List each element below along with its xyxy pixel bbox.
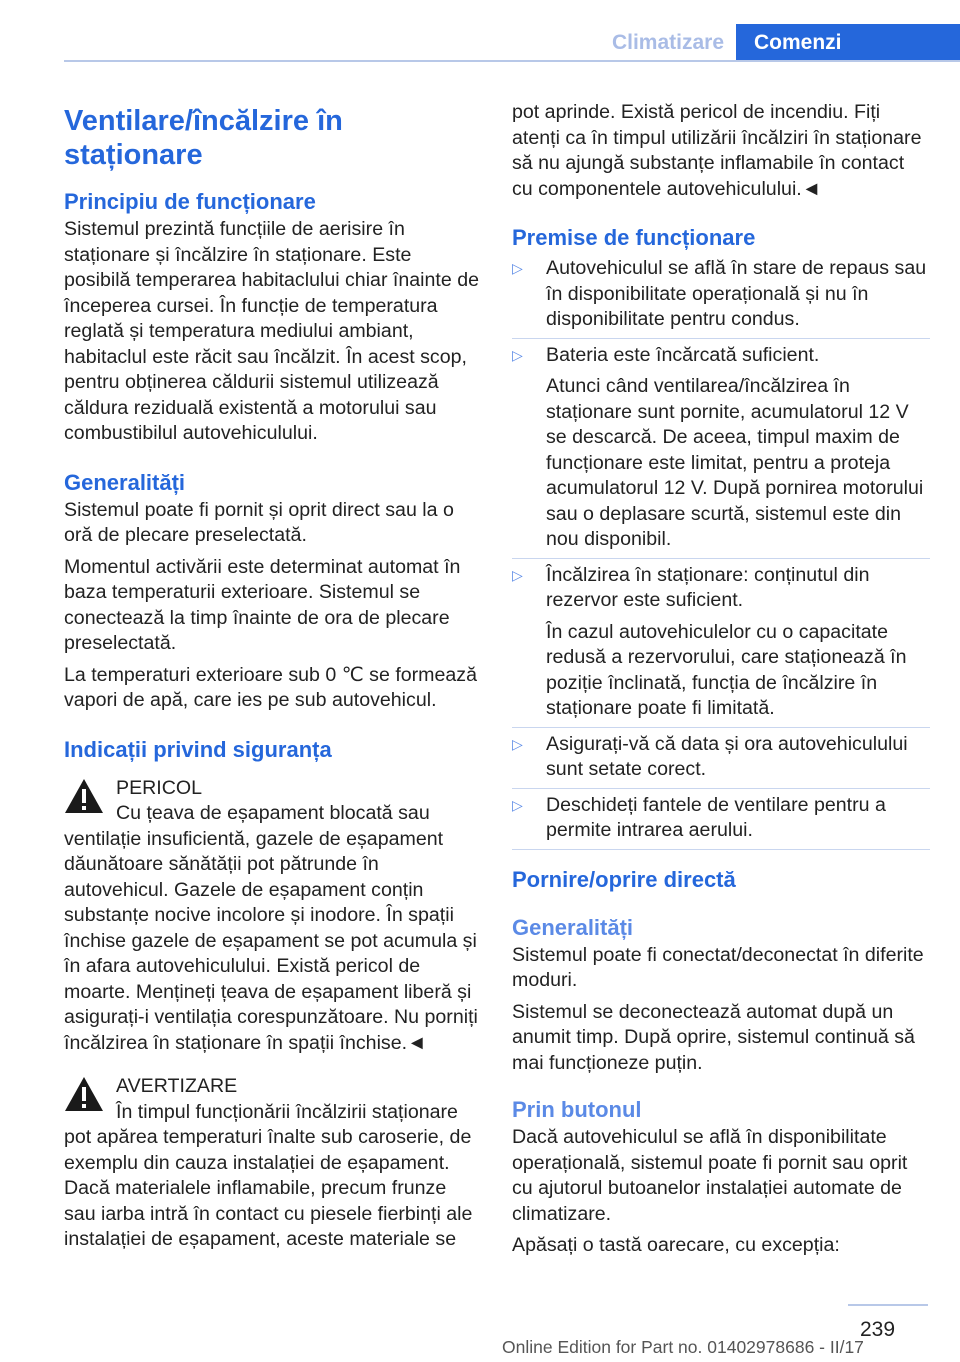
triangle-bullet-icon: ▷	[512, 260, 523, 276]
page-number: 239	[860, 1318, 896, 1341]
triangle-bullet-icon: ▷	[512, 566, 523, 583]
heading-safety: Indicații privind siguranța	[64, 736, 332, 762]
edition-note: Online Edition for Part no. 01402978686 - II/17	[502, 1337, 864, 1357]
list-item	[512, 793, 930, 844]
list-divider	[512, 788, 930, 789]
list-item-detail: Atunci când ventilarea/încălzirea în staționare sunt pornite, acumulatorul 12 V se descarcă. De aceea, timpul maxim de funcționare este limitat, pentru a proteja acumulatorul 12 V. După pornirea motorului sau o deplasare scurtă, sistemul este din nou disponibil.	[546, 375, 924, 550]
list-divider	[512, 558, 930, 559]
warning-caution-text: În timpul funcționării încălzirii staționare pot apărea temperaturi înalte sub caroserie, de exemplu din cauza instalației de eșapament. Dacă materialele inflamabile, precum frunze sau iarba intră în contact cu piesele fierbinți ale instalației de eșapament, aceste materiale se	[64, 1100, 473, 1250]
warning-triangle-icon	[64, 778, 104, 814]
paragraph-warning-continued: pot aprinde. Există pericol de incendiu. Fiți atenți ca în timpul utilizării încălziri în staționare să nu ajungă substanțe inflamabile în contact cu componentele autovehiculului.◄	[512, 101, 922, 200]
paragraph-general-1: Sistemul poate fi pornit și oprit direct sau la o oră de plecare preselectată.	[64, 498, 454, 546]
list-divider	[512, 727, 930, 728]
list-item-text: Încălzirea în staționare: conținutul din rezervor este suficient.	[546, 563, 870, 611]
heading-operating-principle: Principiu de funcționare	[64, 189, 316, 214]
header-divider	[64, 60, 960, 62]
list-item-text: Autovehiculul se află în stare de repaus sau în disponibilitate operațională și nu în disponibilitate pentru condus.	[546, 257, 927, 330]
subheading-general: Generalități	[512, 914, 634, 940]
list-divider	[512, 849, 930, 850]
warning-danger	[64, 776, 479, 1057]
page-title: Ventilare/încălzire în staționare	[64, 105, 343, 171]
left-column	[64, 100, 479, 1271]
prerequisites-list	[512, 256, 930, 844]
subheading-via-button: Prin butonul	[512, 1097, 642, 1122]
list-item-text: Asigurați-vă că data și ora autovehiculului sunt setate corect.	[546, 732, 908, 780]
triangle-bullet-icon: ▷	[512, 796, 523, 813]
footer-divider	[848, 1304, 928, 1306]
heading-general: Generalități	[64, 469, 186, 495]
paragraph-general-2: Momentul activării este determinat automat în baza temperaturii exterioare. Sistemul se conectează la timp înainte de ora de plecare preselectată.	[64, 555, 461, 654]
triangle-bullet-icon: ▷	[512, 346, 523, 363]
warning-caution	[64, 1074, 479, 1253]
paragraph-direct-general-2: Sistemul se deconectează automat după un anumit timp. După oprire, sistemul continuă să mai funcționeze puțin.	[512, 1000, 915, 1074]
paragraph-button-1: Dacă autovehiculul se află în disponibilitate operațională, sistemul poate fi pornit sau oprit cu ajutorul butoanelor instalației automate de climatizare.	[512, 1126, 908, 1225]
list-divider	[512, 338, 930, 339]
header-chapter-comenzi: Comenzi	[736, 24, 960, 62]
list-item	[512, 256, 930, 333]
list-item	[512, 563, 930, 722]
warning-triangle-icon	[64, 1076, 104, 1112]
heading-direct-start-stop: Pornire/oprire directă	[512, 866, 736, 892]
paragraph-direct-general-1: Sistemul poate fi conectat/deconectat în diferite moduri.	[512, 943, 924, 991]
heading-prerequisites: Premise de funcționare	[512, 225, 756, 250]
triangle-bullet-icon: ▷	[512, 735, 523, 752]
warning-danger-text: Cu țeava de eșapament blocată sau ventilație insuficientă, gazele de eșapament dăunătoare sănătății pot pătrunde în autovehicul. Gazele de eșapament conțin substanțe nocive incolore și inodore. În spații închise gazele de eșapament se pot acumula și în afara autovehiculului. Există pericol de moarte. Mențineți țeava de eșapament liberă și asigurați-i ventilația corespunzătoare. Nu porniți încălzirea în staționare în spații închise.◄	[64, 802, 478, 1054]
warning-caution-title: AVERTIZARE	[116, 1075, 238, 1097]
list-item-text: Deschideți fantele de ventilare pentru a permite intrarea aerului.	[546, 793, 886, 841]
warning-danger-title: PERICOL	[116, 776, 203, 799]
list-item-text: Bateria este încărcată suficient.	[546, 343, 820, 366]
paragraph-button-2: Apăsați o tastă oarecare, cu excepția:	[512, 1234, 840, 1256]
right-column	[512, 100, 930, 1265]
paragraph-general-3: La temperaturi exterioare sub 0 ℃ se formează vapori de apă, care ies pe sub autovehicul.	[64, 663, 477, 711]
header-section-climatizare: Climatizare	[611, 31, 725, 54]
list-item-detail: În cazul autovehiculelor cu o capacitate redusă a rezervorului, care staționează în poziție înclinată, funcția de încălzire în staționare poate fi limitată.	[546, 620, 907, 719]
paragraph-operating-principle: Sistemul prezintă funcțiile de aerisire în staționare și încălzire în staționare. Este posibilă temperarea habitaclului chiar înainte de începerea cursei. În funcție de temperatura reglată și temperatura mediului ambiant, habitaclul este răcit sau încălzit. În acest scop, pentru obținerea căldurii sistemul utilizează căldura reziduală existentă a motorului sau combustibilul autovehiculului.	[64, 218, 479, 444]
list-item	[512, 732, 930, 783]
list-item	[512, 343, 930, 553]
